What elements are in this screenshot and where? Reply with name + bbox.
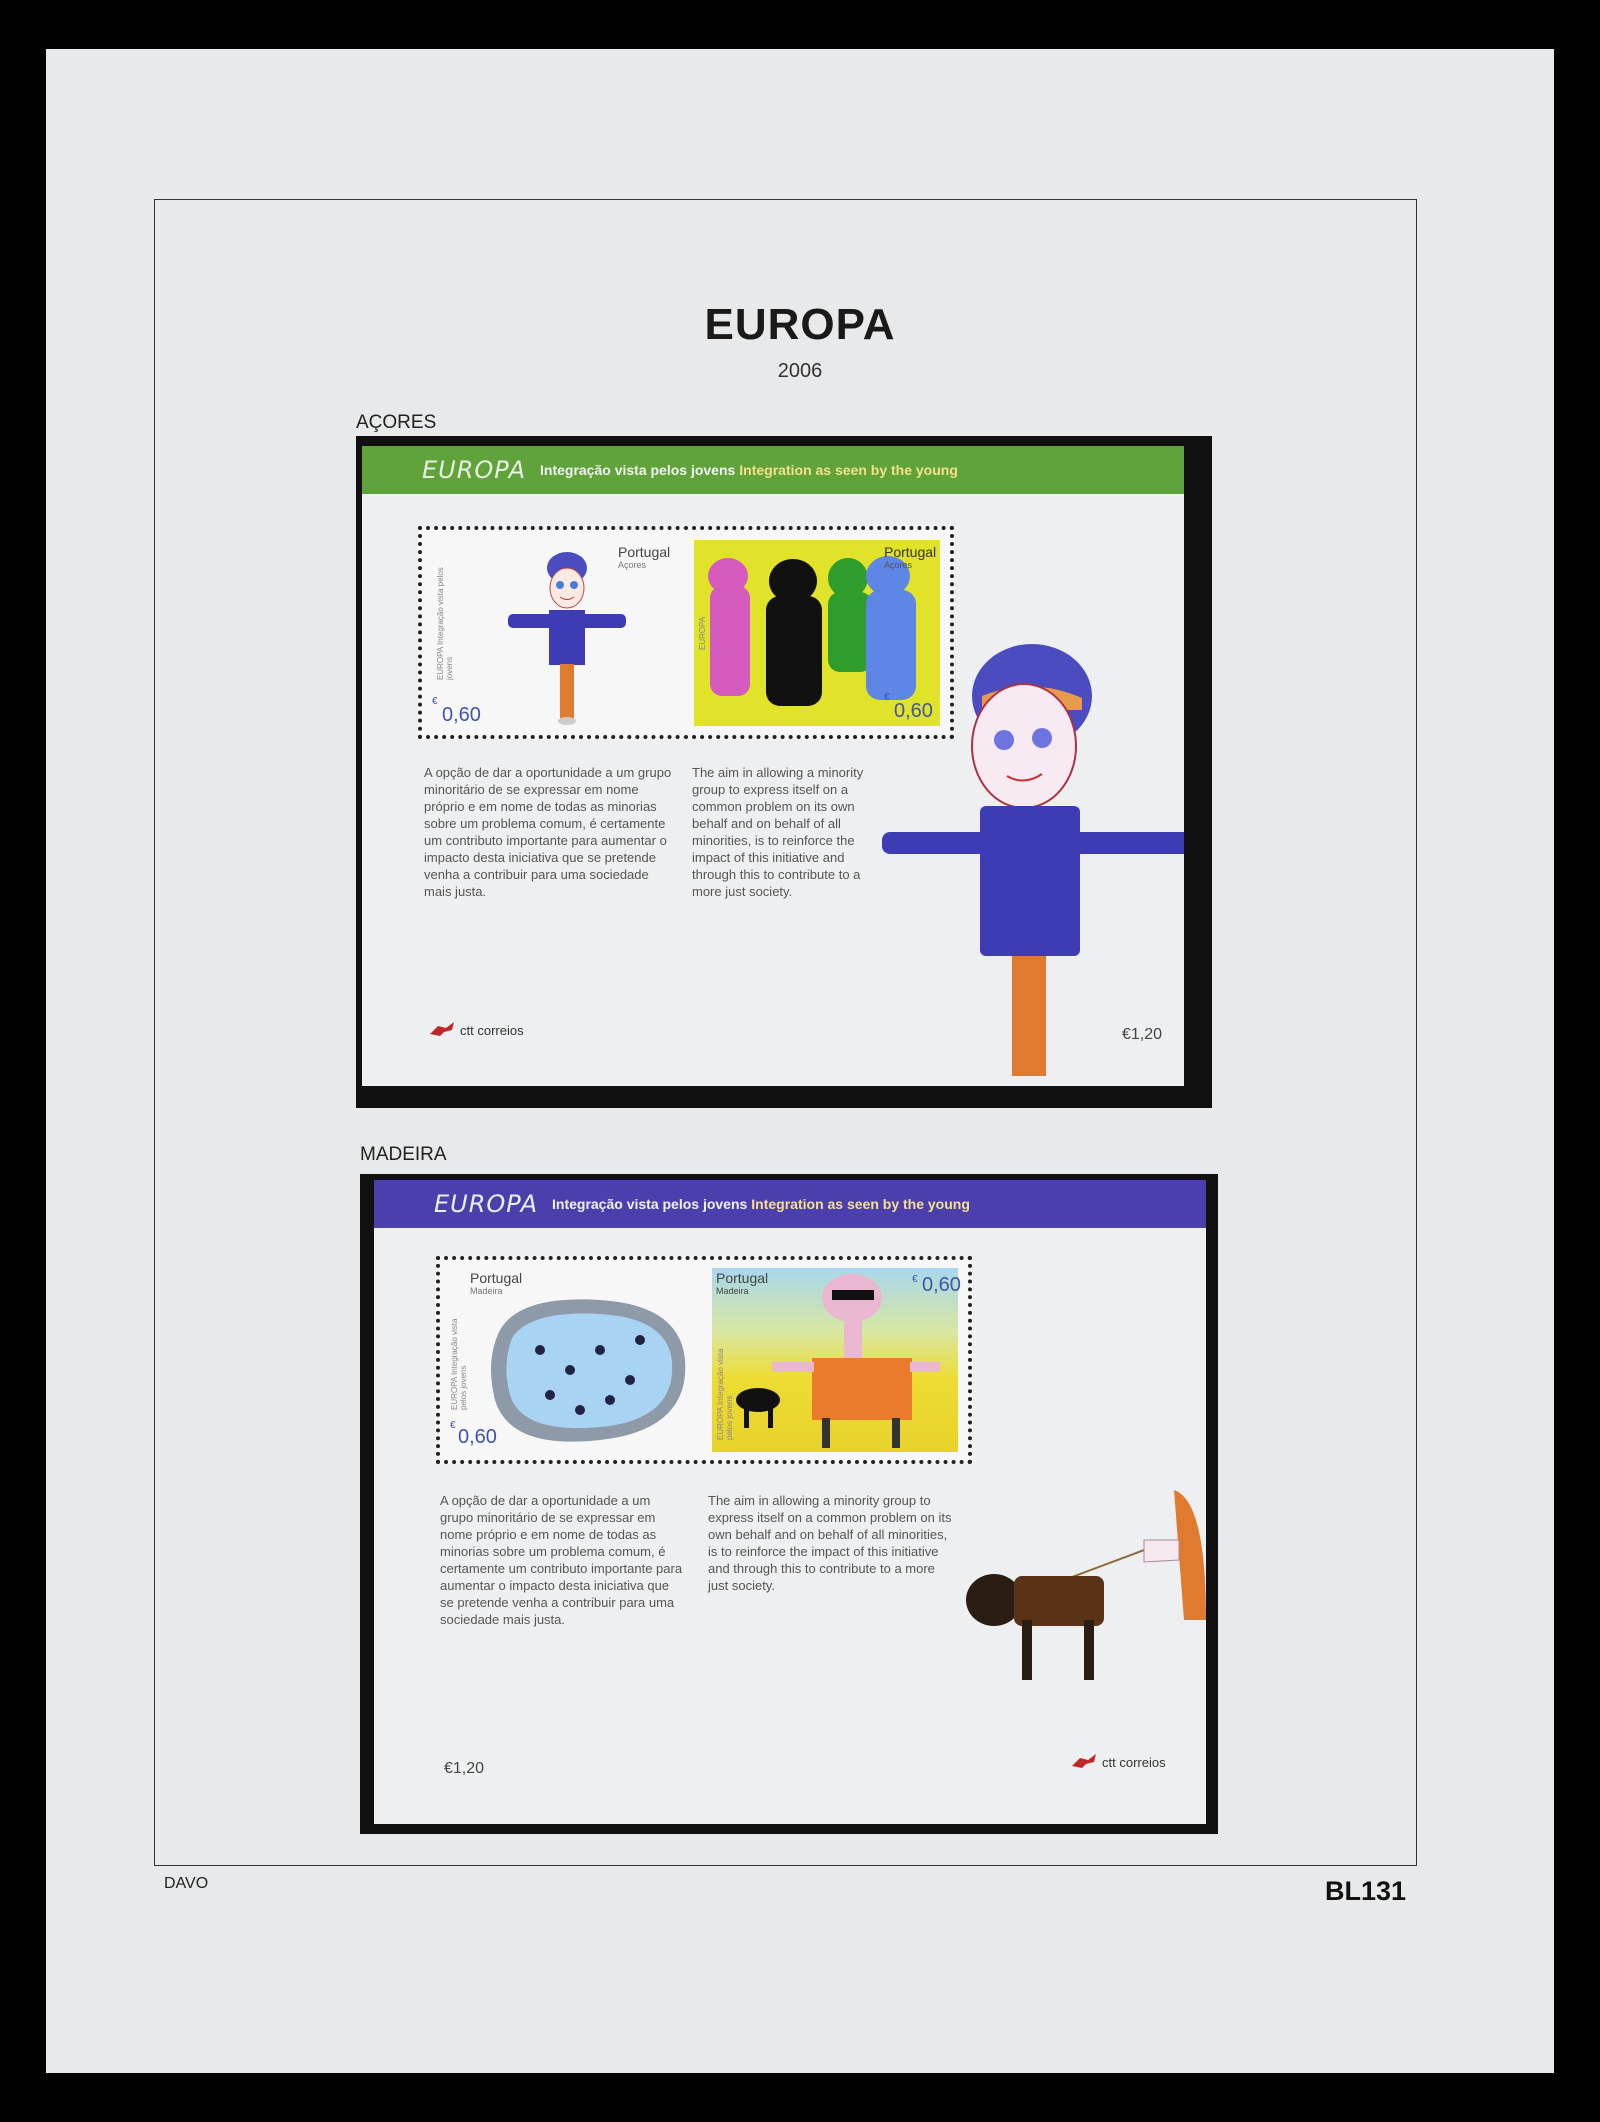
- page-year: 2006: [777, 360, 823, 382]
- souvenir-sheet-madeira[interactable]: [374, 1180, 1206, 1824]
- sheet-background-drawing: [872, 636, 1184, 1086]
- stamp-country: Portugal: [618, 544, 671, 560]
- text-english: The aim in allowing a minority group to express itself on a common problem on its own behalf and on behalf of all minorities, is to reinforce the impact of this initiative and through this to contribute to a more just society.: [708, 1493, 952, 1593]
- stamp-side-text: EUROPA Integração vista pelos jovens: [436, 567, 454, 680]
- stamp-currency: €: [912, 1274, 918, 1285]
- page-number: BL131: [1325, 1876, 1407, 1906]
- publisher-label: DAVO: [164, 1875, 209, 1892]
- stamp-currency: €: [450, 1420, 456, 1431]
- banner-en: Integration as seen by the young: [751, 1196, 970, 1212]
- stamp-region: Açores: [884, 560, 913, 570]
- stamp-value: 0,60: [458, 1426, 497, 1448]
- stamp-region: Açores: [618, 560, 647, 570]
- section-label-madeira: MADEIRA: [360, 1144, 447, 1165]
- stamp-side-text: EUROPA: [698, 616, 707, 650]
- stamp-country: Portugal: [884, 544, 937, 560]
- stamp-side-text: EUROPA Integração vista pelos jovens: [716, 1348, 734, 1440]
- stamp-currency: €: [884, 692, 890, 703]
- text-portuguese: A opção de dar a oportunidade a um grupo minoritário de se expressar em nome próprio e em nome de todas as minorias sobre um problema comum, é certamente um contributo importante para aumentar o impacto desta iniciativa que se pretende venha a contribuir para uma sociedade mais justa.: [440, 1493, 683, 1627]
- souvenir-sheet-acores[interactable]: [362, 446, 1184, 1086]
- sheet-price: €1,20: [444, 1760, 485, 1777]
- child-drawing-pool: [480, 1290, 700, 1460]
- banner-europa: EUROPA: [434, 1190, 538, 1218]
- stamp-side-text: EUROPA Integração vista pelos jovens: [450, 1318, 468, 1410]
- horse-rider-icon: [1070, 1748, 1100, 1770]
- sheet-background-drawing: [944, 1480, 1206, 1740]
- stamp-acores-1[interactable]: [418, 526, 688, 739]
- horse-rider-icon: [428, 1016, 458, 1038]
- text-english: The aim in allowing a minority group to express itself on a common problem on its own behalf and on behalf of all minorities, is to reinforce the impact of this initiative and through this to contribute to a more just society.: [692, 765, 864, 899]
- section-label-acores: AÇORES: [356, 412, 437, 433]
- stamp-value: 0,60: [894, 700, 933, 722]
- banner-pt: Integração vista pelos jovens: [540, 462, 736, 478]
- sheet-banner: [374, 1180, 1206, 1228]
- sheet-price: €1,20: [1122, 1026, 1163, 1043]
- stamp-currency: €: [432, 696, 438, 707]
- stamp-region: Madeira: [470, 1286, 503, 1296]
- stamp-madeira-2[interactable]: [702, 1256, 972, 1464]
- sheet-banner: [362, 446, 1184, 494]
- ctt-correios-logo: ctt correios: [1070, 1748, 1166, 1770]
- banner-europa: EUROPA: [422, 456, 526, 484]
- stamp-country: Portugal: [716, 1270, 769, 1286]
- stamp-value: 0,60: [922, 1274, 961, 1296]
- page-title: EUROPA: [704, 300, 896, 349]
- ctt-correios-logo: ctt correios: [428, 1016, 524, 1038]
- banner-pt: Integração vista pelos jovens: [552, 1196, 748, 1212]
- child-drawing-figure: [502, 540, 632, 730]
- stamp-region: Madeira: [716, 1286, 749, 1296]
- stamp-madeira-1[interactable]: [436, 1256, 706, 1464]
- stamp-value: 0,60: [442, 704, 481, 726]
- stamp-country: Portugal: [470, 1270, 523, 1286]
- banner-en: Integration as seen by the young: [739, 462, 958, 478]
- child-drawing-man-with-dog: [722, 1270, 952, 1450]
- text-portuguese: A opção de dar a oportunidade a um grupo minoritário de se expressar em nome próprio e em nome de todas as minorias sobre um problema comum, é certamente um contributo importante para aumentar o impacto desta iniciativa que se pretende venha a contribuir para uma sociedade mais justa.: [424, 765, 672, 899]
